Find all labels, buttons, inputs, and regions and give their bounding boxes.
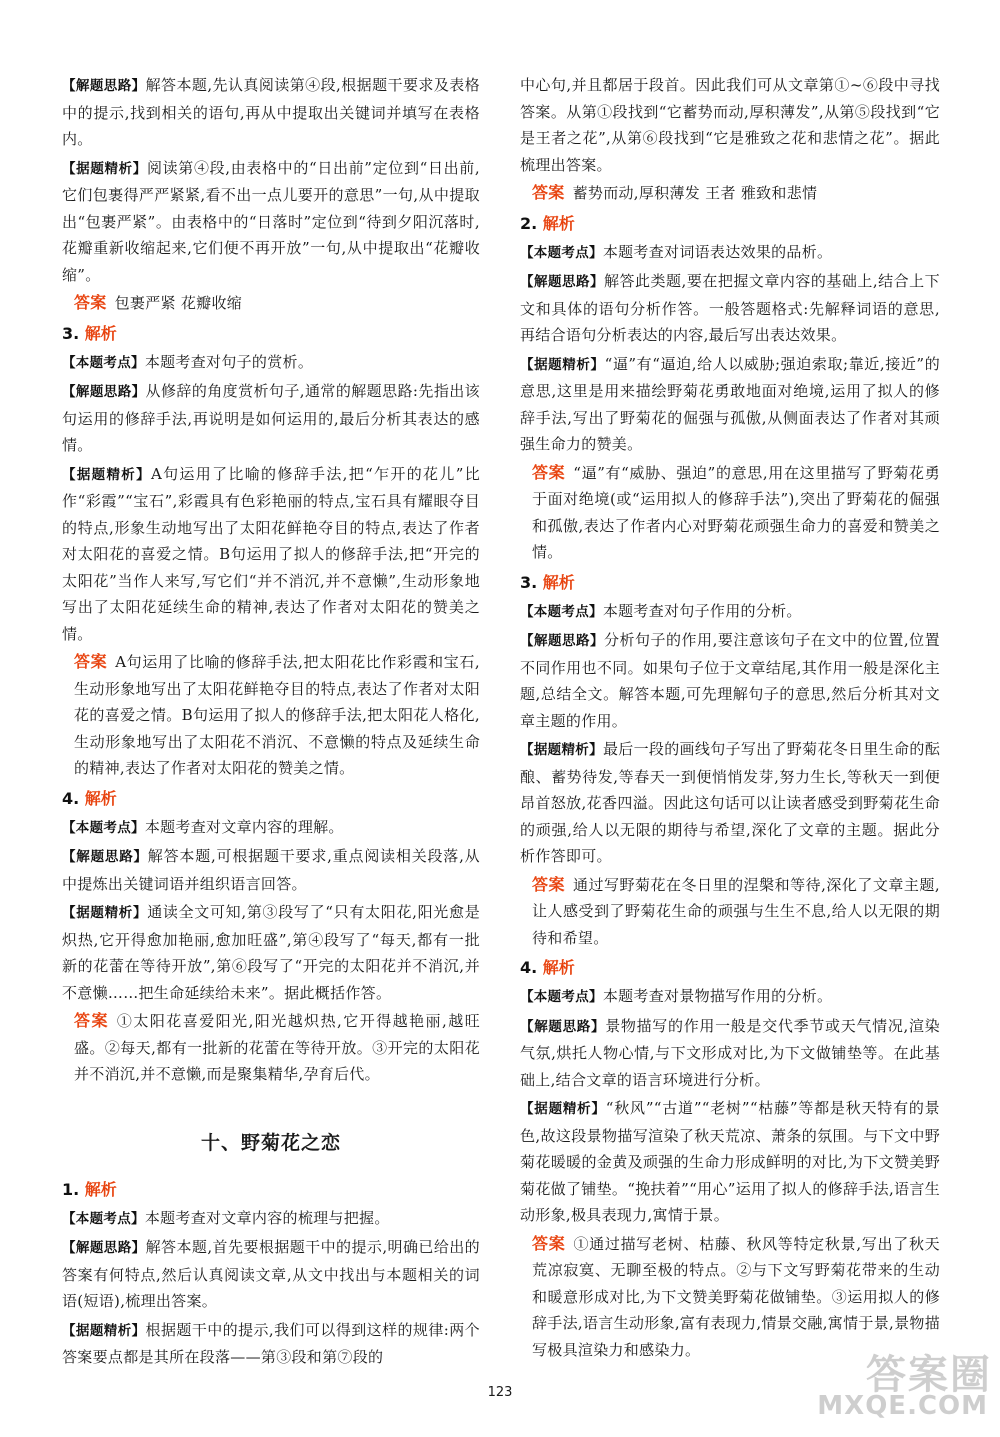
paragraph — [62, 843, 480, 897]
question-number: 4. — [520, 958, 538, 977]
question-label: 解析 — [542, 213, 575, 233]
paragraph — [62, 814, 480, 842]
paragraph-text: 解答此类题,要在把握文章内容的基础上,结合上下文和具体的语句分析作答。一般答题格式:先解释词语的意思,再结合语句分析表达的内容,最后写出表达效果。 — [520, 272, 940, 344]
watermark-main: 答案圈 — [866, 1352, 992, 1398]
tag-label: 【据题精析】 — [62, 466, 151, 483]
question-label: 解析 — [84, 1179, 117, 1199]
answer-label: 答案 — [532, 462, 566, 482]
tag-label: 【本题考点】 — [520, 244, 603, 261]
tag-label: 【本题考点】 — [62, 819, 145, 836]
answer-text: 通过写野菊花在冬日里的涅槃和等待,深化了文章主题,让人感受到了野菊花生命的顽强与生生不息,给人以无限的期待和希望。 — [532, 875, 940, 947]
paragraph-text: 分析句子的作用,要注意该句子在文中的位置,位置不同作用也不同。如果句子位于文章结尾,其作用一般是深化主题,总结全文。解答本题,可先理解句子的意思,然后分析其对文章主题的作用。 — [520, 631, 940, 730]
paragraph — [520, 1095, 940, 1229]
section-title: 十、野菊花之恋 — [200, 1131, 341, 1154]
tag-label: 【据题精析】 — [520, 356, 605, 373]
paragraph-text: 中心句,并且都居于段首。因此我们可从文章第①~⑥段中寻找答案。从第①段找到“它蓄势而动,厚积薄发”,从第⑤段找到“它是王者之花”,从第⑥段找到“它是雅致之花和悲情之花”。据此梳理出答案。 — [520, 76, 940, 174]
paragraph — [520, 239, 940, 267]
paragraph — [62, 155, 480, 289]
paragraph-text: 最后一段的画线句子写出了野菊花冬日里生命的酝酿、蓄势待发,等春天一到便悄悄发芽,努力生长,等秋天一到便昂首怒放,花香四溢。因此这句话可以让读者感受到野菊花生命的顽强,给人以无限的期待与希望,深化了文章的主题。据此分析作答即可。 — [520, 740, 940, 865]
paragraph-text: 本题考查对句子的赏析。 — [144, 352, 314, 371]
tag-label: 【本题考点】 — [62, 354, 145, 371]
tag-label: 【解题思路】 — [520, 274, 605, 290]
paragraph-text: 从修辞的角度赏析句子,通常的解题思路:先指出该句运用的修辞手法,再说明是如何运用的,最后分析其表达的感情。 — [62, 382, 480, 454]
paragraph-text: 解答本题,首先要根据题干中的提示,明确已给出的答案有何特点,然后认真阅读文章,从文中找出与本题相关的词语(短语),梳理出答案。 — [62, 1238, 480, 1310]
watermark-logo — [817, 1343, 992, 1433]
paragraph-text: “秋风”“古道”“老树”“枯藤”等都是秋天特有的景色,故这段景物描写渲染了秋天荒凉、萧条的氛围。与下文中野菊花暖暖的金黄及顽强的生命力形成鲜明的对比,为下文赞美野菊花做了铺垫。“挽扶着”“用心”运用了拟人的修辞手法,语言生动形象,极具表现力,寓情于景。 — [520, 1099, 940, 1224]
answer-label: 答案 — [74, 1011, 109, 1030]
answer-text: “逼”有“威胁、强迫”的意思,用在这里描写了野菊花勇于面对绝境(或“运用拟人的修辞手法”),突出了野菊花的倔强和孤傲,表达了作者内心对野菊花顽强生命力的喜爱和赞美之情。 — [532, 463, 940, 561]
question-label: 解析 — [542, 572, 575, 592]
question-header — [520, 570, 940, 596]
paragraph — [520, 627, 940, 734]
answer-paragraph — [62, 290, 480, 317]
question-header — [62, 1177, 480, 1203]
question-number: 3. — [62, 323, 80, 343]
paragraph-text: 本题考查对词语表达效果的品析。 — [602, 242, 833, 261]
answer-paragraph — [520, 460, 940, 566]
paragraph — [62, 461, 480, 648]
tag-label: 【解题思路】 — [62, 1240, 146, 1256]
tag-label: 【本题考点】 — [520, 989, 603, 1005]
answer-paragraph — [62, 1008, 480, 1088]
answer-paragraph — [62, 649, 480, 782]
paragraph — [520, 736, 940, 870]
tag-label: 【解题思路】 — [62, 384, 146, 400]
question-number: 3. — [520, 572, 538, 592]
answer-label: 答案 — [532, 1233, 566, 1253]
paragraph — [520, 598, 940, 626]
answer-text: ①通过描写老树、枯藤、秋风等特定秋景,写出了秋天荒凉寂寞、无聊至极的特点。②与下文写野菊花带来的生动和暖意形成对比,为下文赞美野菊花做铺垫。③运用拟人的修辞手法,语言生动形象,富有表现力,情景交融,寓情于景,景物描写极具渲染力和感染力。 — [532, 1234, 940, 1359]
answer-text: A句运用了比喻的修辞手法,把太阳花比作彩霞和宝石,生动形象地写出了太阳花鲜艳夺目的特点,表达了作者对太阳花的喜爱之情。B句运用了拟人的修辞手法,把太阳花人格化,生动形象地写出了太阳花不消沉、不意懒的特点及延续生命的精神,表达了作者对太阳花的赞美之情。 — [74, 653, 480, 777]
tag-label: 【据题精析】 — [62, 1322, 146, 1339]
paragraph — [62, 349, 480, 377]
paragraph-text: 根据题干中的提示,我们可以得到这样的规律:两个答案要点都是其所在段落——第③段和第⑦段的 — [62, 1320, 480, 1366]
question-number: 4. — [62, 788, 80, 808]
paragraph-text: 通读全文可知,第③段写了“只有太阳花,阳光愈是炽热,它开得愈加艳丽,愈加旺盛”,第④段写了“每天,都有一批新的花蕾在等待开放”,第⑥段写了“开完的太阳花并不消沉,并不意懒……把生命延续给未来”。据此概括作答。 — [62, 903, 480, 1002]
left-column — [62, 72, 480, 1373]
paragraph — [62, 899, 480, 1006]
tag-label: 【据题精析】 — [520, 1101, 606, 1117]
paragraph-text: “逼”有“逼迫,给人以威胁;强迫索取;靠近,接近”的意思,这里是用来描绘野菊花勇敢地面对绝境,运用了拟人的修辞手法,写出了野菊花的倔强与孤傲,从侧面表达了作者对其顽强生命力的赞美。 — [520, 354, 940, 453]
paragraph — [62, 1317, 480, 1371]
answer-text: 包裹严紧 花瓣收缩 — [114, 294, 243, 312]
answer-label: 答案 — [532, 874, 566, 894]
tag-label: 【解题思路】 — [520, 1018, 606, 1035]
question-header — [520, 955, 940, 981]
paragraph-text: 阅读第④段,由表格中的“日出前”定位到“日出前,它们包裹得严严紧紧,看不出一点儿要开的意思”一句,从中提取出“包裹严紧”。由表格中的“日落时”定位到“待到夕阳沉落时,花瓣重新收缩起来,它们便不再开放”一句,从中提取出“花瓣收缩”。 — [62, 158, 480, 284]
paragraph — [520, 268, 940, 349]
question-label: 解析 — [542, 958, 575, 977]
paragraph — [62, 1234, 480, 1315]
paragraph — [62, 378, 480, 459]
answer-label: 答案 — [74, 652, 108, 671]
tag-label: 【据题精析】 — [62, 905, 148, 921]
answer-paragraph — [520, 872, 940, 952]
paragraph-text: 解答本题,先认真阅读第④段,根据题干要求及表格中的提示,找到相关的语句,再从中提取出关键词并填写在表格内。 — [62, 76, 480, 148]
tag-label: 【解题思路】 — [62, 849, 148, 865]
paragraph — [520, 72, 940, 178]
paragraph — [62, 1205, 480, 1233]
paragraph-text: 景物描写的作用一般是交代季节或天气情况,渲染气氛,烘托人物心情,与下文形成对比,为下文做铺垫等。在此基础上,结合文章的语言环境进行分析。 — [520, 1016, 940, 1089]
paragraph — [520, 1013, 940, 1094]
tag-label: 【本题考点】 — [520, 603, 603, 620]
paragraph — [520, 983, 940, 1011]
paragraph-text: 本题考查对文章内容的梳理与把握。 — [144, 1208, 390, 1227]
tag-label: 【本题考点】 — [62, 1210, 145, 1227]
question-number: 1. — [62, 1179, 80, 1199]
answer-text: 蓄势而动,厚积薄发 王者 雅致和悲情 — [572, 184, 818, 202]
tag-label: 【解题思路】 — [62, 78, 146, 94]
paragraph-text: 本题考查对景物描写作用的分析。 — [602, 987, 833, 1005]
tag-label: 【据题精析】 — [62, 160, 147, 177]
watermark-sub: MXQE.COM — [817, 1391, 988, 1421]
question-label: 解析 — [84, 323, 117, 343]
question-header — [62, 786, 480, 812]
paragraph — [520, 351, 940, 458]
answer-text: ①太阳花喜爱阳光,阳光越炽热,它开得越艳丽,越旺盛。②每天,都有一批新的花蕾在等待开放。③开完的太阳花并不消沉,并不意懒,而是聚集精华,孕育后代。 — [74, 1012, 480, 1083]
question-label: 解析 — [84, 788, 117, 808]
question-number: 2. — [520, 213, 538, 233]
right-column — [520, 72, 940, 1365]
answer-label: 答案 — [532, 183, 565, 202]
question-header — [520, 211, 940, 237]
paragraph-text: 本题考查对文章内容的理解。 — [144, 817, 344, 836]
question-header — [62, 321, 480, 347]
page-number: 123 — [487, 1385, 513, 1400]
answer-label: 答案 — [74, 293, 107, 312]
paragraph-text: 本题考查对句子作用的分析。 — [602, 601, 802, 620]
paragraph-text: A句运用了比喻的修辞手法,把“乍开的花儿”比作“彩霞”“宝石”,彩霞具有色彩艳丽的特点,宝石具有耀眼夺目的特点,形象生动地写出了太阳花鲜艳夺目的特点,表达了作者对太阳花的喜爱之情。B句运用了拟人的修辞手法,把“开完的太阳花”当作人来写,写它们“并不消沉,并不意懒”,生动形象地写出了太阳花延续生命的精神,表达了作者对太阳花的赞美之情。 — [62, 464, 480, 643]
tag-label: 【解题思路】 — [520, 633, 605, 649]
paragraph — [62, 72, 480, 153]
answer-paragraph — [520, 180, 940, 207]
paragraph-text: 解答本题,可根据题干要求,重点阅读相关段落,从中提炼出关键词语并组织语言回答。 — [62, 847, 480, 893]
tag-label: 【据题精析】 — [520, 742, 603, 758]
